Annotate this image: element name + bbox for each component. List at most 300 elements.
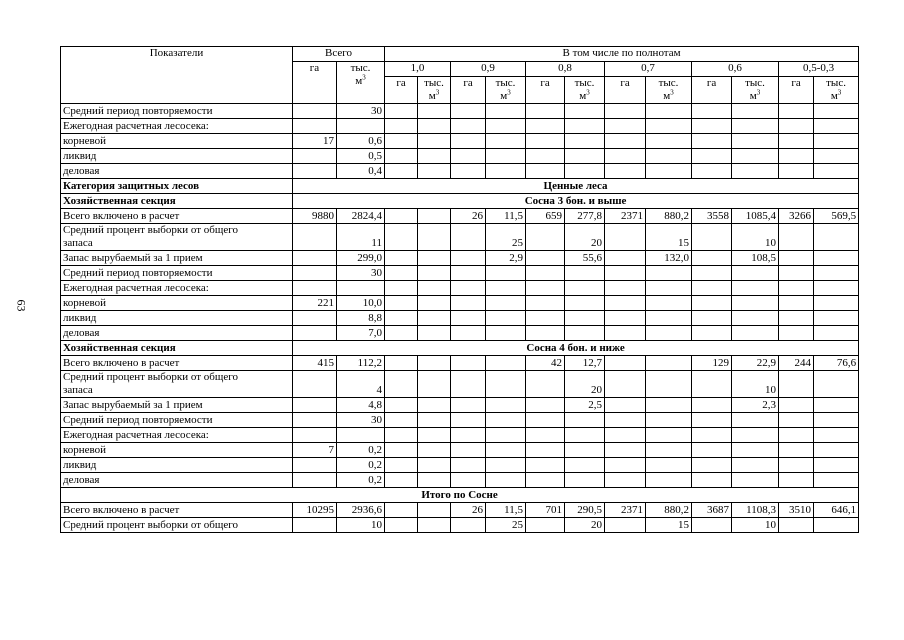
table-cell <box>385 428 418 443</box>
table-cell: 4 <box>337 371 385 398</box>
table-row <box>61 326 859 341</box>
table-row <box>61 224 859 251</box>
total-m3-header <box>337 62 385 104</box>
table-cell: 2371 <box>605 503 646 518</box>
table-cell: 3687 <box>692 503 732 518</box>
table-cell <box>605 326 646 341</box>
table-cell <box>646 371 692 398</box>
table-cell <box>646 398 692 413</box>
table-cell: 2371 <box>605 209 646 224</box>
row-label: ликвид <box>61 458 293 473</box>
table-cell <box>418 149 451 164</box>
table-cell <box>814 473 859 488</box>
table-cell <box>692 134 732 149</box>
table-cell <box>385 149 418 164</box>
table-cell: 10295 <box>293 503 337 518</box>
indicator-header: Показатели <box>61 47 293 104</box>
table-cell <box>779 473 814 488</box>
thous-label: тыс. <box>574 77 595 89</box>
thous-label: тыс. <box>658 77 679 89</box>
table-cell <box>293 326 337 341</box>
table-cell <box>646 164 692 179</box>
table-row <box>61 356 859 371</box>
table-cell: 221 <box>293 296 337 311</box>
table-cell <box>418 311 451 326</box>
table-cell <box>451 296 486 311</box>
table-cell <box>451 473 486 488</box>
table-row <box>61 119 859 134</box>
table-cell: 3558 <box>692 209 732 224</box>
m3-subheader <box>418 77 451 104</box>
ha-subheader: га <box>385 77 418 104</box>
table-cell: 10 <box>732 224 779 251</box>
table-cell <box>565 296 605 311</box>
table-cell: 569,5 <box>814 209 859 224</box>
table-cell <box>293 518 337 533</box>
table-row <box>61 134 859 149</box>
table-cell <box>732 428 779 443</box>
table-cell <box>385 398 418 413</box>
table-cell <box>732 281 779 296</box>
table-cell: 108,5 <box>732 251 779 266</box>
table-cell <box>605 281 646 296</box>
table-cell: 15 <box>646 224 692 251</box>
table-row <box>61 209 859 224</box>
table-cell <box>418 119 451 134</box>
table-cell <box>486 266 526 281</box>
table-cell <box>293 266 337 281</box>
table-cell <box>486 296 526 311</box>
table-cell <box>385 326 418 341</box>
table-cell <box>486 119 526 134</box>
table-cell <box>779 371 814 398</box>
table-row <box>61 311 859 326</box>
table-cell <box>418 398 451 413</box>
row-label: Средний период повторяемости <box>61 104 293 119</box>
table-cell: 3266 <box>779 209 814 224</box>
table-cell: 1085,4 <box>732 209 779 224</box>
row-label: деловая <box>61 326 293 341</box>
table-cell: 9880 <box>293 209 337 224</box>
table-cell <box>418 281 451 296</box>
table-cell <box>814 119 859 134</box>
table-cell <box>451 518 486 533</box>
table-cell <box>605 413 646 428</box>
table-cell <box>779 413 814 428</box>
total-header: Всего <box>293 47 385 62</box>
table-cell <box>486 164 526 179</box>
table-cell <box>385 134 418 149</box>
table-cell <box>646 134 692 149</box>
table-cell: 2936,6 <box>337 503 385 518</box>
ha-subheader: га <box>779 77 814 104</box>
thous-label: тыс. <box>424 77 444 89</box>
row-label: Ежегодная расчетная лесосека: <box>61 119 293 134</box>
table-cell <box>732 443 779 458</box>
table-cell <box>526 458 565 473</box>
table-row <box>61 251 859 266</box>
m3-subheader <box>732 77 779 104</box>
table-cell <box>779 149 814 164</box>
table-cell <box>732 149 779 164</box>
table-cell <box>526 443 565 458</box>
section-row <box>61 341 859 356</box>
table-cell <box>692 266 732 281</box>
table-cell <box>565 266 605 281</box>
table-cell <box>526 371 565 398</box>
table-cell <box>646 296 692 311</box>
table-cell <box>814 266 859 281</box>
table-cell <box>293 371 337 398</box>
table-cell <box>814 296 859 311</box>
table-row <box>61 296 859 311</box>
table-cell <box>814 104 859 119</box>
table-cell <box>451 398 486 413</box>
table-cell: 55,6 <box>565 251 605 266</box>
table-cell <box>385 266 418 281</box>
table-cell <box>486 149 526 164</box>
table-cell <box>451 266 486 281</box>
table-cell <box>451 413 486 428</box>
table-cell <box>385 458 418 473</box>
table-row <box>61 281 859 296</box>
table-cell <box>418 251 451 266</box>
row-label: Запас вырубаемый за 1 прием <box>61 251 293 266</box>
table-cell <box>779 224 814 251</box>
table-row <box>61 164 859 179</box>
table-cell <box>605 443 646 458</box>
table-cell <box>486 458 526 473</box>
table-cell <box>605 428 646 443</box>
row-label: корневой <box>61 134 293 149</box>
table-row <box>61 413 859 428</box>
table-cell <box>565 458 605 473</box>
table-cell <box>451 281 486 296</box>
table-cell <box>293 104 337 119</box>
table-cell: 2,5 <box>565 398 605 413</box>
thous-label: тыс. <box>495 77 516 89</box>
table-cell <box>385 413 418 428</box>
table-cell <box>732 326 779 341</box>
total-ha-header: га <box>293 62 337 104</box>
table-cell <box>779 251 814 266</box>
table-cell <box>732 134 779 149</box>
row-label: деловая <box>61 164 293 179</box>
table-cell <box>692 224 732 251</box>
table-cell <box>779 281 814 296</box>
table-cell: 8,8 <box>337 311 385 326</box>
table-cell <box>451 134 486 149</box>
ha-subheader: га <box>605 77 646 104</box>
thous-label: тыс. <box>745 77 765 89</box>
table-cell <box>732 413 779 428</box>
m3-label: м <box>500 90 508 102</box>
table-cell <box>526 473 565 488</box>
table-cell: 0,2 <box>337 458 385 473</box>
table-cell <box>814 413 859 428</box>
table-cell <box>646 413 692 428</box>
table-cell <box>293 224 337 251</box>
density-header: 0,5-0,3 <box>779 62 859 77</box>
table-cell: 12,7 <box>565 356 605 371</box>
m3-subheader <box>814 77 859 104</box>
table-cell: 132,0 <box>646 251 692 266</box>
table-cell <box>646 149 692 164</box>
table-row <box>61 398 859 413</box>
table-cell <box>418 413 451 428</box>
table-cell <box>565 104 605 119</box>
m3-label: м <box>579 90 587 102</box>
table-cell <box>418 473 451 488</box>
table-cell <box>293 428 337 443</box>
table-cell <box>692 428 732 443</box>
table-cell <box>814 398 859 413</box>
table-cell <box>526 104 565 119</box>
table-cell <box>814 164 859 179</box>
table-cell <box>692 458 732 473</box>
table-cell <box>293 413 337 428</box>
table-cell <box>814 149 859 164</box>
table-cell <box>293 281 337 296</box>
table-cell <box>293 458 337 473</box>
table-cell <box>779 164 814 179</box>
density-header: 0,9 <box>451 62 526 77</box>
table-cell <box>779 326 814 341</box>
table-cell <box>605 398 646 413</box>
table-cell <box>385 503 418 518</box>
table-cell <box>293 149 337 164</box>
m3-label: м <box>663 90 671 102</box>
table-cell <box>605 224 646 251</box>
table-cell: 290,5 <box>565 503 605 518</box>
table-cell: 2824,4 <box>337 209 385 224</box>
table-cell <box>451 428 486 443</box>
table-cell: 701 <box>526 503 565 518</box>
row-label: Всего включено в расчет <box>61 503 293 518</box>
table-cell <box>293 398 337 413</box>
table-cell <box>486 356 526 371</box>
table-cell <box>605 356 646 371</box>
table-cell <box>451 326 486 341</box>
table-cell <box>565 119 605 134</box>
total-heading: Итого по Сосне <box>61 488 859 503</box>
table-cell <box>565 149 605 164</box>
table-cell <box>692 443 732 458</box>
table-cell <box>605 104 646 119</box>
table-cell <box>451 311 486 326</box>
table-cell: 112,2 <box>337 356 385 371</box>
table-cell <box>646 428 692 443</box>
table-cell <box>779 398 814 413</box>
table-cell <box>779 443 814 458</box>
table-cell <box>337 119 385 134</box>
table-cell <box>605 119 646 134</box>
table-cell <box>451 371 486 398</box>
table-cell <box>418 428 451 443</box>
row-label: ликвид <box>61 149 293 164</box>
table-cell: 20 <box>565 224 605 251</box>
table-cell: 22,9 <box>732 356 779 371</box>
table-cell <box>418 518 451 533</box>
table-cell <box>526 164 565 179</box>
table-row <box>61 266 859 281</box>
table-cell <box>814 443 859 458</box>
table-cell <box>814 518 859 533</box>
table-cell <box>814 134 859 149</box>
table-cell <box>451 119 486 134</box>
table-cell <box>779 296 814 311</box>
section-row <box>61 194 859 209</box>
table-cell <box>692 164 732 179</box>
table-cell <box>605 266 646 281</box>
row-label: Запас вырубаемый за 1 прием <box>61 398 293 413</box>
table-cell: 42 <box>526 356 565 371</box>
table-cell <box>526 224 565 251</box>
table-cell <box>605 134 646 149</box>
table-cell <box>451 104 486 119</box>
table-cell <box>646 326 692 341</box>
table-cell <box>418 371 451 398</box>
table-cell <box>486 473 526 488</box>
total-heading-row <box>61 488 859 503</box>
table-cell <box>692 149 732 164</box>
row-label: Средний период повторяемости <box>61 413 293 428</box>
row-label-line2: запаса <box>63 237 93 249</box>
table-cell: 415 <box>293 356 337 371</box>
including-header: В том числе по полнотам <box>385 47 859 62</box>
table-cell <box>692 281 732 296</box>
table-cell <box>692 413 732 428</box>
table-cell <box>779 458 814 473</box>
table-cell <box>418 224 451 251</box>
table-cell <box>646 443 692 458</box>
table-cell <box>486 281 526 296</box>
table-cell <box>293 119 337 134</box>
table-cell <box>692 371 732 398</box>
m3-sup: 3 <box>507 88 511 97</box>
table-cell <box>526 134 565 149</box>
table-cell <box>526 428 565 443</box>
ha-subheader: га <box>451 77 486 104</box>
table-cell <box>779 104 814 119</box>
section-label: Категория защитных лесов <box>61 179 293 194</box>
m3-sup: 3 <box>586 88 590 97</box>
row-label: корневой <box>61 296 293 311</box>
table-cell <box>337 281 385 296</box>
table-cell <box>779 311 814 326</box>
table-cell <box>814 281 859 296</box>
table-cell <box>418 296 451 311</box>
table-cell <box>692 311 732 326</box>
table-cell <box>732 266 779 281</box>
table-cell <box>418 134 451 149</box>
table-cell <box>646 104 692 119</box>
table-cell: 15 <box>646 518 692 533</box>
table-cell <box>732 119 779 134</box>
table-cell <box>526 398 565 413</box>
table-cell <box>486 311 526 326</box>
table-cell: 0,6 <box>337 134 385 149</box>
table-cell <box>814 428 859 443</box>
table-cell: 3510 <box>779 503 814 518</box>
row-label: Средний процент выборки от общего <box>61 518 293 533</box>
table-cell <box>385 251 418 266</box>
table-cell <box>385 164 418 179</box>
table-cell: 25 <box>486 224 526 251</box>
table-cell <box>293 473 337 488</box>
table-cell: 30 <box>337 104 385 119</box>
table-cell <box>418 503 451 518</box>
table-cell <box>526 266 565 281</box>
table-cell <box>385 356 418 371</box>
table-cell <box>385 311 418 326</box>
table-cell <box>451 164 486 179</box>
table-cell <box>385 104 418 119</box>
row-label: Средний период повторяемости <box>61 266 293 281</box>
table-cell <box>565 164 605 179</box>
table-cell <box>451 356 486 371</box>
table-cell <box>451 443 486 458</box>
table-cell: 880,2 <box>646 209 692 224</box>
table-cell <box>605 371 646 398</box>
table-cell <box>732 296 779 311</box>
table-cell <box>385 518 418 533</box>
m3-sup: 3 <box>670 88 674 97</box>
table-cell: 26 <box>451 503 486 518</box>
row-label: Ежегодная расчетная лесосека: <box>61 281 293 296</box>
table-cell <box>418 356 451 371</box>
table-cell <box>646 281 692 296</box>
table-cell <box>814 458 859 473</box>
table-cell: 880,2 <box>646 503 692 518</box>
table-cell: 7,0 <box>337 326 385 341</box>
table-row <box>61 371 859 398</box>
table-cell <box>385 119 418 134</box>
section-label: Хозяйственная секция <box>61 194 293 209</box>
table-cell <box>385 296 418 311</box>
row-label-line2: запаса <box>63 384 93 396</box>
table-cell: 2,3 <box>732 398 779 413</box>
forest-cutting-table <box>60 46 859 533</box>
table-cell <box>692 119 732 134</box>
table-cell <box>293 311 337 326</box>
table-cell <box>486 104 526 119</box>
table-cell <box>605 296 646 311</box>
table-cell <box>605 458 646 473</box>
table-cell <box>565 413 605 428</box>
table-cell: 10 <box>732 371 779 398</box>
table-cell <box>814 311 859 326</box>
table-cell <box>418 326 451 341</box>
table-cell <box>605 473 646 488</box>
ha-subheader: га <box>692 77 732 104</box>
table-cell <box>486 413 526 428</box>
table-cell <box>732 104 779 119</box>
table-cell <box>526 296 565 311</box>
ha-subheader: га <box>526 77 565 104</box>
table-cell <box>565 326 605 341</box>
table-cell <box>732 164 779 179</box>
table-cell: 11,5 <box>486 209 526 224</box>
table-cell <box>814 251 859 266</box>
table-cell <box>337 428 385 443</box>
table-cell <box>646 311 692 326</box>
table-row <box>61 443 859 458</box>
table-cell <box>565 473 605 488</box>
table-cell: 659 <box>526 209 565 224</box>
table-cell <box>692 251 732 266</box>
thous-label: тыс. <box>350 62 371 74</box>
